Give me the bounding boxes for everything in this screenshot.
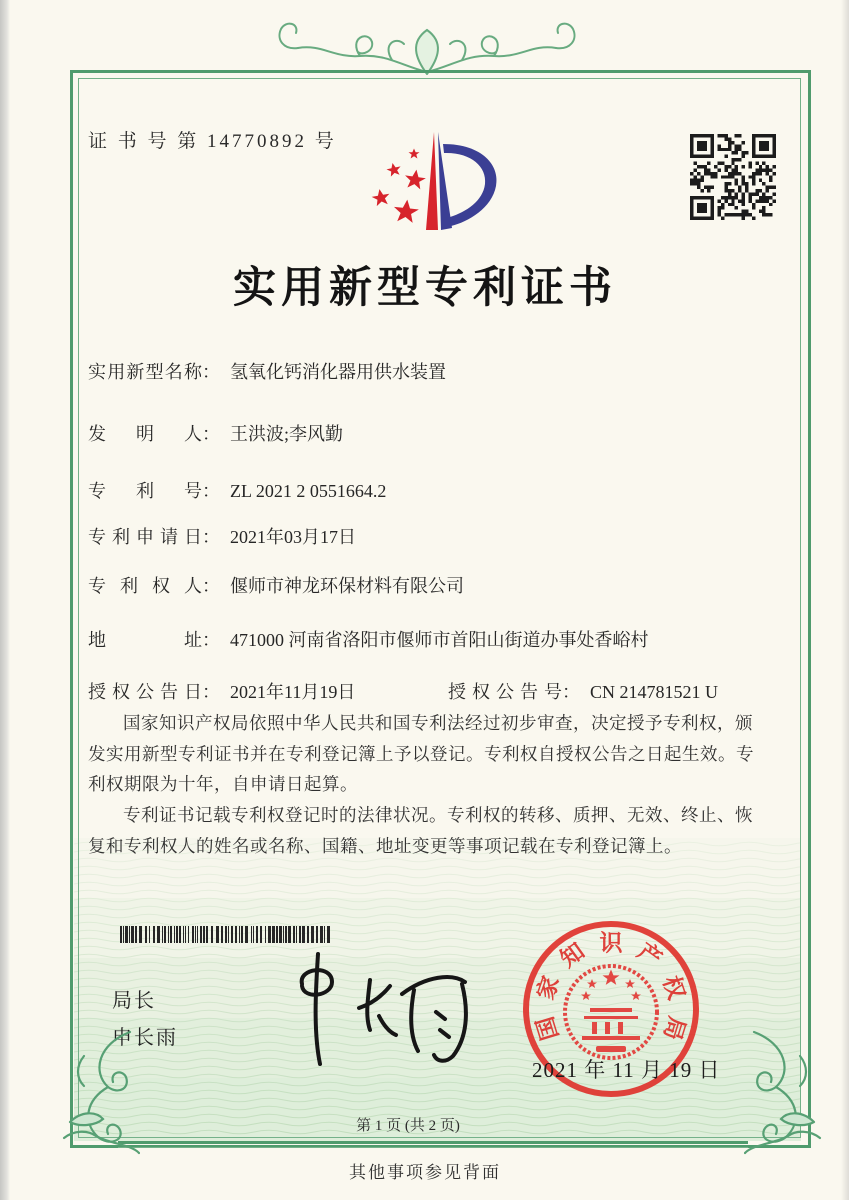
logo-red-wedge xyxy=(426,132,438,230)
field-colon: ： xyxy=(202,481,220,501)
field-colon: ： xyxy=(202,424,220,444)
grant-no-row xyxy=(448,678,718,704)
field-value: 471000 河南省洛阳市偃师市首阳山街道办事处香峪村 xyxy=(230,630,649,650)
svg-text:家: 家 xyxy=(532,972,564,1003)
qr-code xyxy=(690,134,776,220)
svg-text:产: 产 xyxy=(632,938,667,973)
certificate-title: 实用新型专利证书 xyxy=(233,265,617,312)
grant-no-value: CN 214781521 U xyxy=(590,682,719,702)
field-label: 实 用 新 型 名 称 xyxy=(88,362,202,382)
field-row-4 xyxy=(88,523,356,549)
field-colon: ： xyxy=(202,527,220,547)
field-label: 专 利 权 人 xyxy=(88,576,202,596)
bottom-corner-ornament-left xyxy=(40,1026,140,1158)
field-value: ZL 2021 2 0551664.2 xyxy=(230,481,387,501)
commissioner-name: 申长雨 xyxy=(112,1027,178,1049)
field-value: 氢氧化钙消化器用供水装置 xyxy=(230,362,446,382)
bottom-border-line xyxy=(118,1141,748,1144)
field-colon: ： xyxy=(202,362,220,382)
grant-no-label: 授 权 公 告 号 xyxy=(448,682,562,702)
bottom-border-line-thin xyxy=(118,1147,748,1148)
back-note: 其他事项参见背面 xyxy=(349,1163,501,1182)
seal-emblem xyxy=(565,966,657,1058)
signature-handwriting xyxy=(242,938,477,1070)
field-row-1 xyxy=(88,358,446,384)
top-ornament xyxy=(252,0,602,78)
svg-text:知: 知 xyxy=(555,938,590,973)
scan-edge-right xyxy=(841,0,849,1200)
cnipa-logo xyxy=(348,118,518,250)
field-row-5 xyxy=(88,572,464,598)
scan-edge-left xyxy=(0,0,10,1200)
field-row-6 xyxy=(88,626,649,652)
commissioner-title: 局长 xyxy=(112,990,156,1012)
logo-blue-p xyxy=(438,132,497,230)
svg-text:识: 识 xyxy=(599,930,623,956)
field-colon: ： xyxy=(202,630,220,650)
field-row-3 xyxy=(88,477,386,503)
field-value: 偃师市神龙环保材料有限公司 xyxy=(230,576,464,596)
field-colon: ： xyxy=(202,682,220,702)
certificate-number: 证 书 号 第 14770892 号 xyxy=(88,131,337,152)
field-colon: ： xyxy=(202,576,220,596)
paragraph-2: 专利证书记载专利权登记时的法律状况。专利权的转移、质押、无效、终止、恢复和专利权人的姓名或名称、国籍、地址变更等事项记载在专利登记簿上。 xyxy=(88,804,753,856)
field-value: 王洪波;李风勤 xyxy=(230,424,344,444)
svg-text:权: 权 xyxy=(658,972,690,1003)
legal-paragraphs xyxy=(88,708,770,861)
seal-date: 2021 年 11 月 19 日 xyxy=(532,1058,721,1082)
field-label: 专 利 号 xyxy=(88,481,202,501)
field-label: 专 利 申 请 日 xyxy=(88,527,202,547)
logo-stars xyxy=(371,149,427,224)
field-label: 发 明 人 xyxy=(88,424,202,444)
svg-text:局: 局 xyxy=(659,1013,690,1044)
page-info: 第 1 页 (共 2 页) xyxy=(356,1118,460,1134)
field-value: 2021年03月17日 xyxy=(230,527,356,547)
paragraph-1: 国家知识产权局依照中华人民共和国专利法经过初步审查，决定授予专利权，颁发实用新型专利证书并在专利登记簿上予以登记。专利权自授权公告之日起生效。专利权期限为十年，自申请日起算。 xyxy=(88,713,754,795)
field-row-2 xyxy=(88,420,343,446)
field-label: 授 权 公 告 日 xyxy=(88,682,202,702)
bottom-corner-ornament-right xyxy=(744,1026,844,1158)
field-row-7 xyxy=(88,678,355,704)
grant-no-colon: ： xyxy=(562,682,580,702)
field-label: 地 址 xyxy=(88,630,202,650)
svg-text:国: 国 xyxy=(532,1013,563,1044)
field-value: 2021年11月19日 xyxy=(230,682,356,702)
